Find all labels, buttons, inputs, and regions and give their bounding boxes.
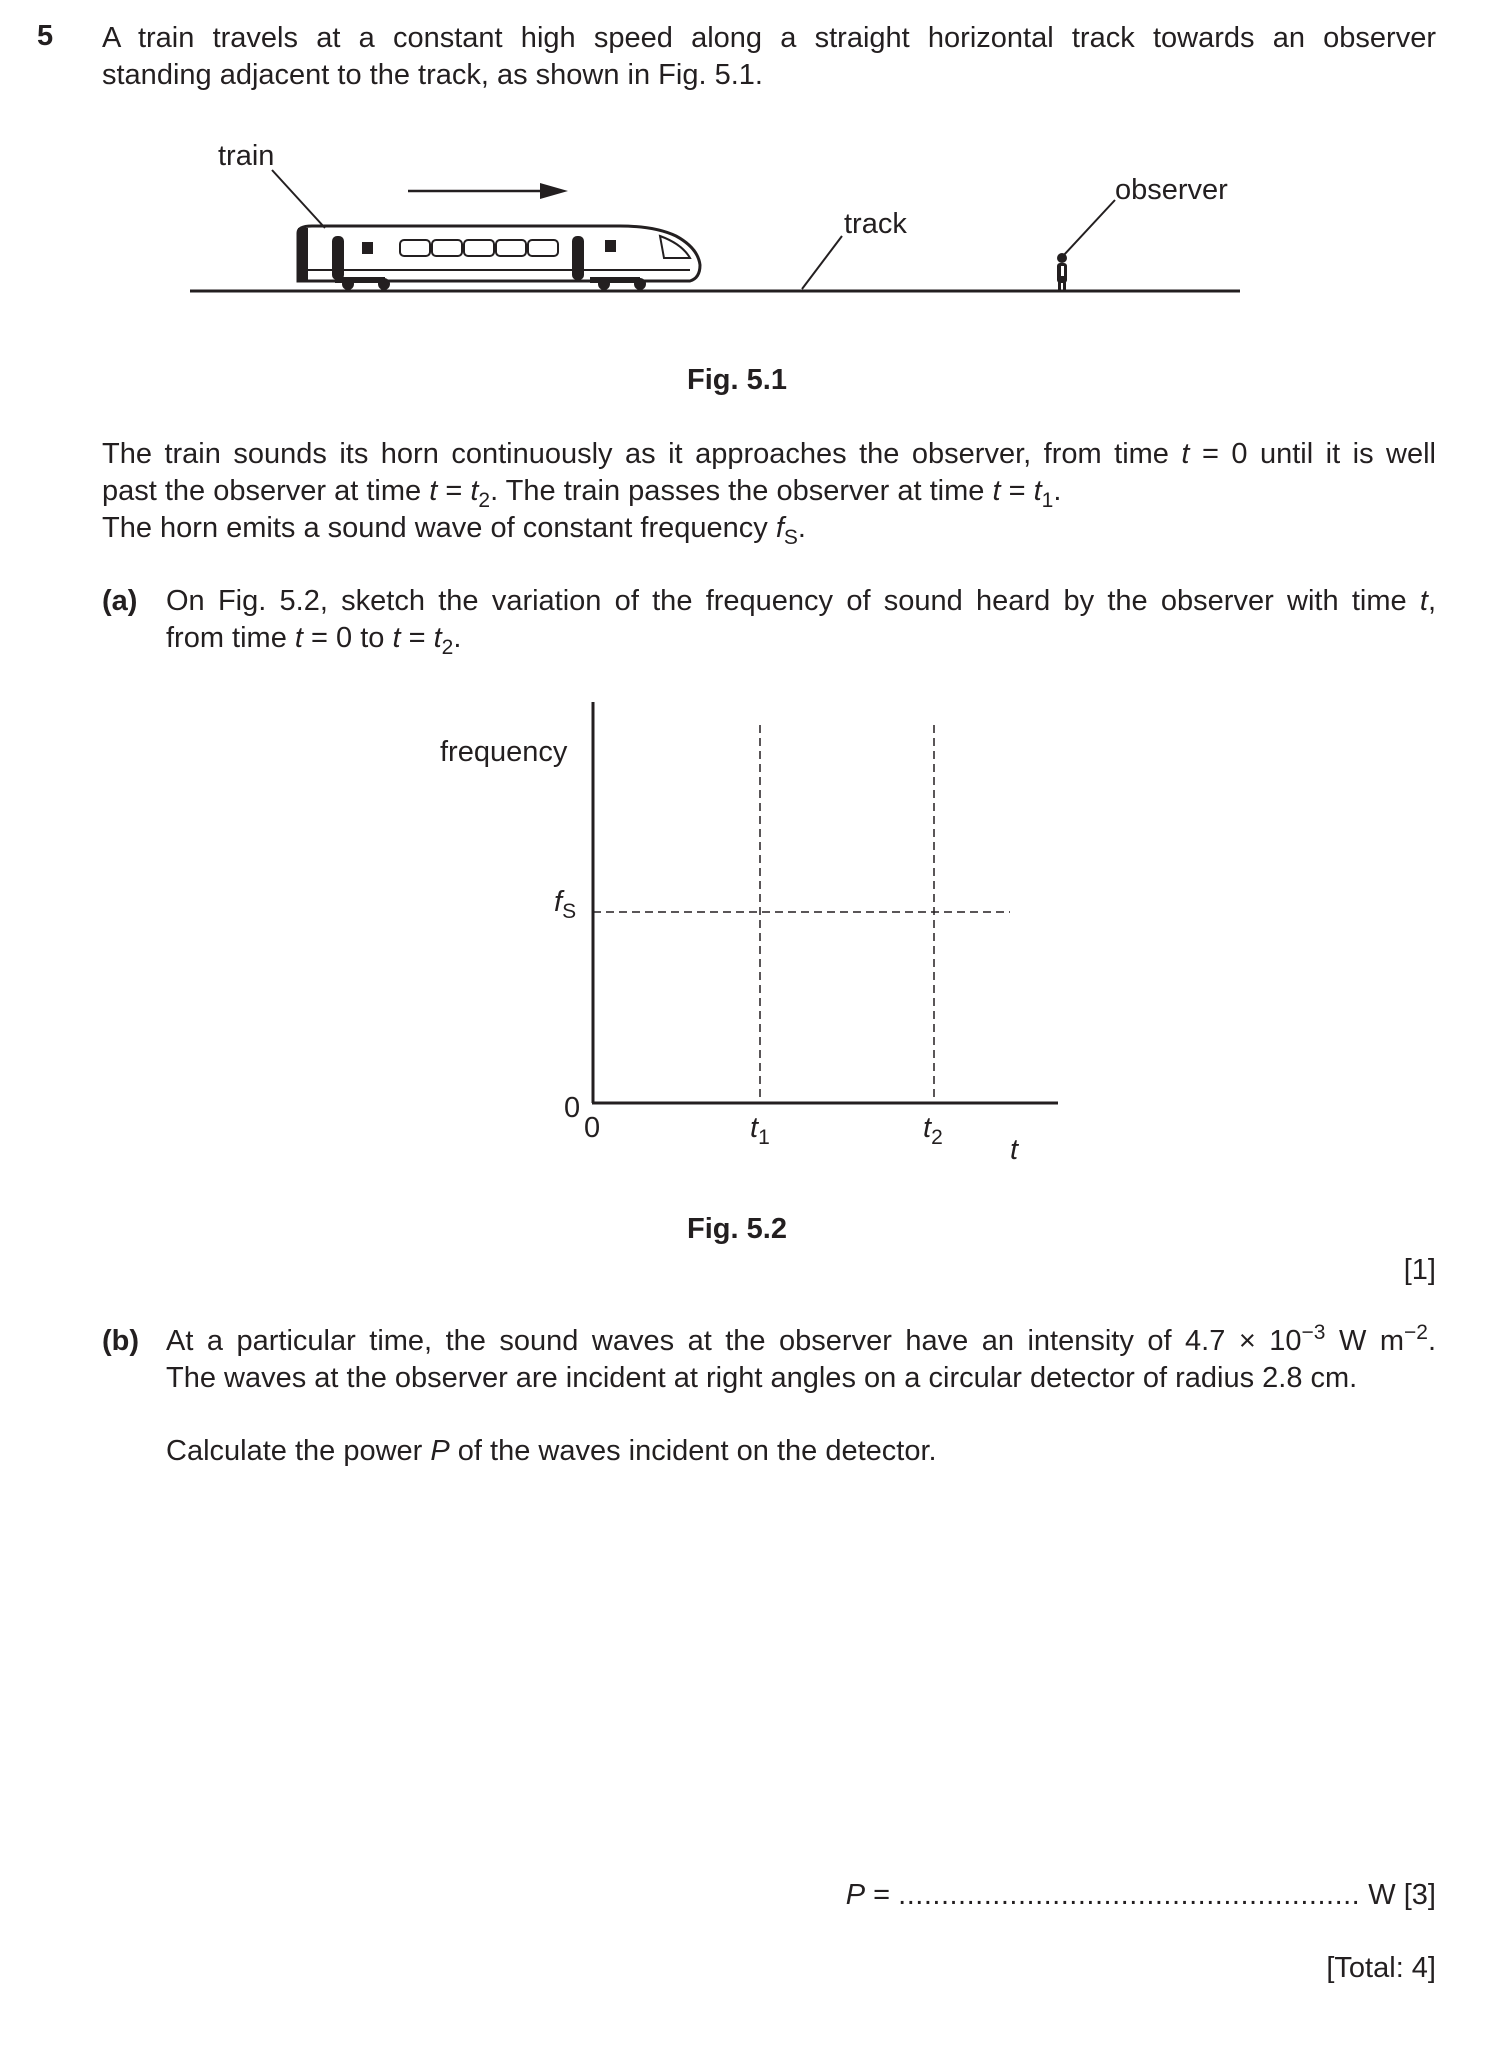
- fig-5-2-graph: [0, 680, 1500, 1180]
- part-b-line-1: At a particular time, the sound waves at the observer have an intensity of $4.7 \times 10^{-3}$ W $m^{-2}$.: [166, 1321, 1436, 1357]
- fig-5-1-diagram: [0, 0, 1500, 400]
- y-axis-label: frequency: [440, 736, 568, 768]
- label-observer: observer: [1115, 174, 1228, 206]
- fig-5-2-caption: Fig. 5.2: [687, 1213, 787, 1245]
- answer-line[interactable]: P = ...................................................... W [3]: [845, 1879, 1436, 1911]
- label-track: track: [844, 208, 907, 240]
- part-b-line-2: The waves at the observer are incident at right angles on a circular detector of radius 2.8 cm.: [166, 1362, 1358, 1394]
- track-leader-line: [802, 236, 842, 289]
- t1-tick-label: $t_1$: [750, 1112, 770, 1149]
- intro-line-1: A train travels at a constant high speed along a straight horizontal track towards an observer: [102, 22, 1436, 54]
- para-line-2: past the observer at time $t = t_2$. The train passes the observer at time $t = t_1$.: [102, 475, 1062, 512]
- train-leader-line: [272, 170, 325, 228]
- x-axis-label: t: [1010, 1134, 1019, 1166]
- part-a-line-2: from time t = 0 to $t = t_2$.: [166, 622, 462, 659]
- intro-line-2: standing adjacent to the track, as shown in Fig. 5.1.: [102, 59, 763, 91]
- train-icon: [298, 226, 700, 290]
- x-zero-label: 0: [584, 1112, 601, 1144]
- direction-arrow-head: [540, 183, 568, 199]
- t2-tick-label: $t_2$: [923, 1112, 943, 1149]
- question-number: 5: [37, 20, 54, 52]
- fs-tick-label: $f_S$: [554, 886, 577, 923]
- total-marks: [Total: 4]: [1326, 1952, 1436, 1984]
- part-b-line-3: Calculate the power P of the waves incident on the detector.: [166, 1435, 937, 1467]
- observer-icon: [1057, 253, 1067, 292]
- y-zero-label: 0: [564, 1092, 581, 1124]
- part-a-line-1: On Fig. 5.2, sketch the variation of the frequency of sound heard by the observer with time t,: [166, 585, 1436, 617]
- part-a-marks: [1]: [1403, 1254, 1436, 1286]
- para-line-3: The horn emits a sound wave of constant frequency $f_S$.: [102, 512, 806, 549]
- fig-5-1-caption: Fig. 5.1: [687, 364, 787, 396]
- part-a-label: (a): [102, 585, 138, 617]
- observer-leader-line: [1063, 200, 1115, 256]
- para-line-1: The train sounds its horn continuously as it approaches the observer, from time t = 0 until it is well: [102, 438, 1437, 470]
- part-b-label: (b): [102, 1325, 140, 1357]
- label-train: train: [218, 140, 275, 172]
